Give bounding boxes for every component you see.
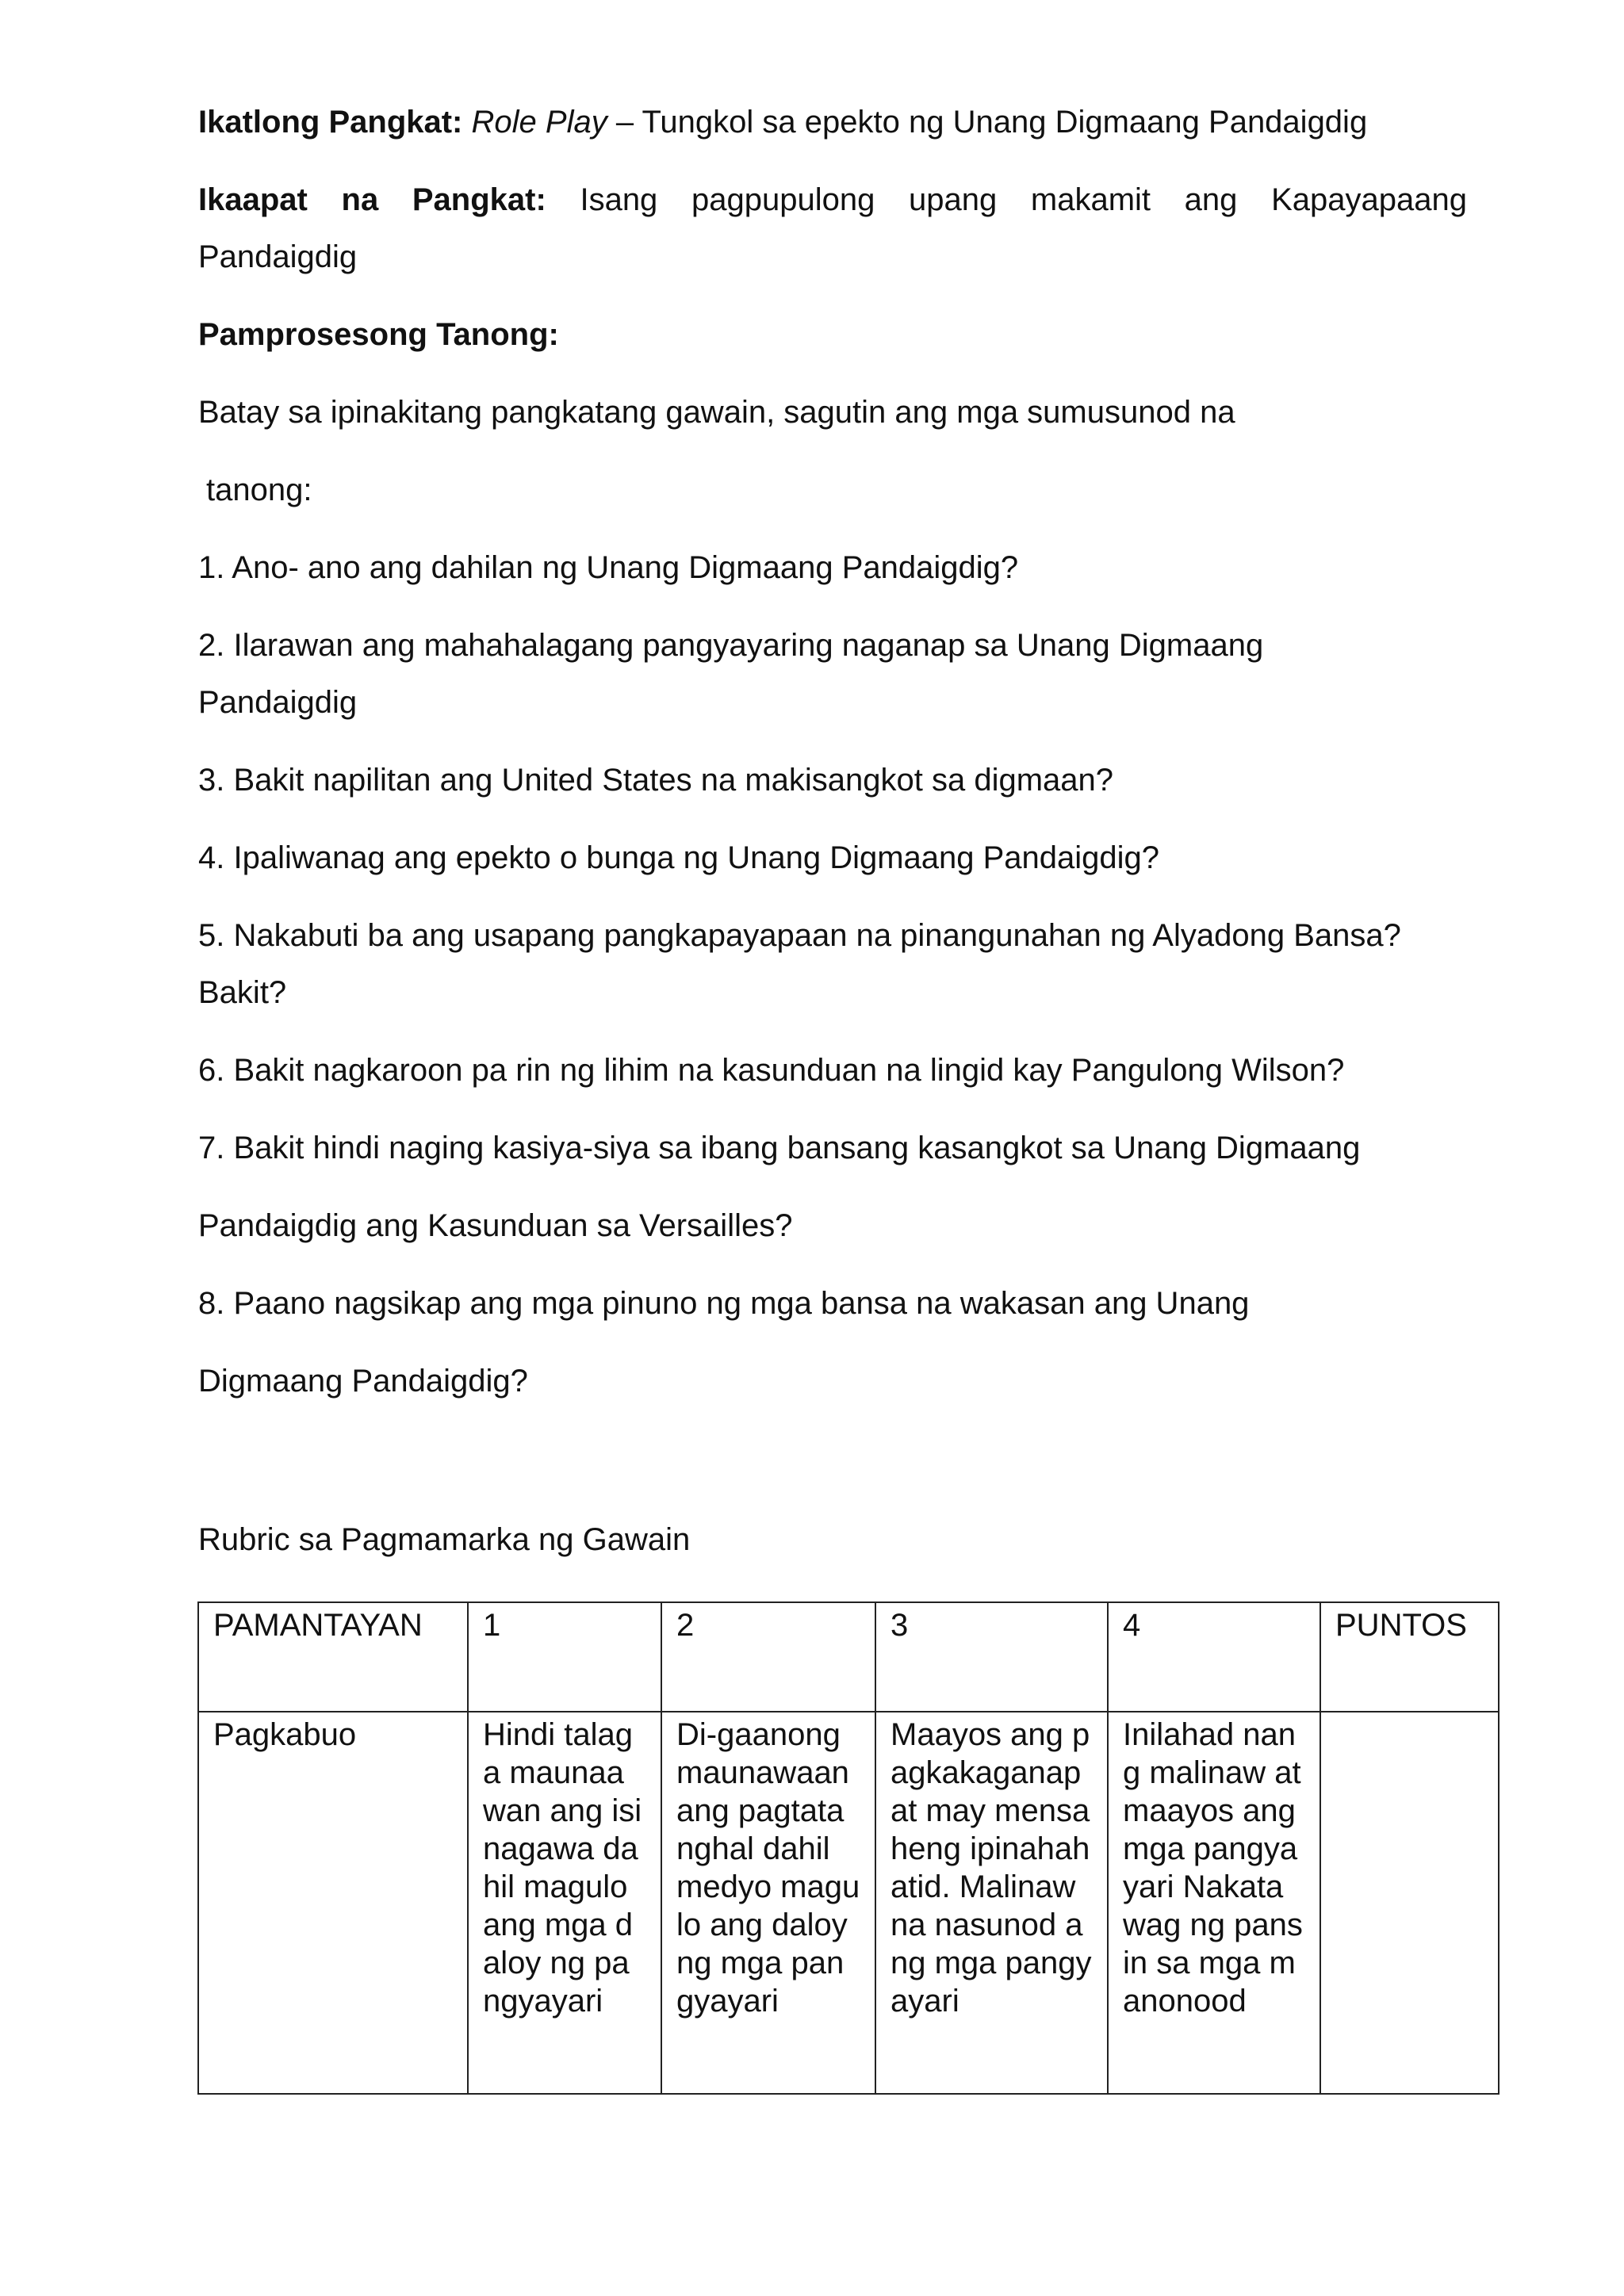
question-7 [198, 1119, 1467, 1254]
question-4 [198, 829, 1467, 886]
group3-label: Ikatlong Pangkat: [198, 105, 463, 140]
question-line: Bakit? [198, 975, 287, 1010]
question-line: 7. Bakit hindi naging kasiya-siya sa ibang bansang kasangkot sa Unang Digmaang [198, 1131, 1361, 1165]
group4-word: Kapayapaang [1271, 182, 1467, 217]
question-line: 1. Ano- ano ang dahilan ng Unang Digmaang Pandaigdig? [198, 550, 1019, 585]
question-line: 5. Nakabuti ba ang usapang pangkapayapaan na pinangunahan ng Alyadong Bansa? [198, 918, 1401, 953]
group4-word: Isang [580, 182, 658, 217]
document-body [198, 94, 1467, 1410]
group4-label-word2: na [341, 182, 379, 217]
processing-intro-line1: Batay sa ipinakitang pangkatang gawain, sagutin ang mga sumusunod na [198, 395, 1235, 430]
question-5 [198, 907, 1467, 1021]
question-line: 4. Ipaliwanag ang epekto o bunga ng Unang Digmaang Pandaigdig? [198, 840, 1160, 875]
rubric-title: Rubric sa Pagmamarka ng Gawain [198, 1522, 691, 1557]
question-line: Pandaigdig [198, 685, 358, 720]
question-line: Digmaang Pandaigdig? [198, 1364, 528, 1399]
processing-heading: Pamprosesong Tanong: [198, 317, 559, 352]
rubric-header-points: PUNTOS [1320, 1602, 1499, 1712]
group4-line1 [198, 171, 1467, 228]
rubric-score-3: Maayos ang pagkakaganap at may mensaheng ipinahahatid. Malinaw na nasunod ang mga pangyayari [875, 1712, 1108, 2094]
rubric-score-1: Hindi talaga maunaawan ang isinagawa dahil magulo ang mga daloy ng pangyayari [468, 1712, 661, 2094]
rubric-criterion: Pagkabuo [198, 1712, 468, 2094]
rubric-row [198, 1712, 1499, 2094]
rubric-score-4: Inilahad nang malinaw at maayos ang mga pangyayari Nakatawag ng pansin sa mga manonood [1108, 1712, 1320, 2094]
question-line: 6. Bakit nagkaroon pa rin ng lihim na kasunduan na lingid kay Pangulong Wilson? [198, 1053, 1345, 1088]
rubric-header-criterion: PAMANTAYAN [198, 1602, 468, 1712]
question-line: 3. Bakit napilitan ang United States na makisangkot sa digmaan? [198, 763, 1114, 798]
group4-block [198, 171, 1467, 285]
question-2 [198, 617, 1467, 731]
question-line: Pandaigdig ang Kasunduan sa Versailles? [198, 1208, 793, 1243]
group4-word: upang [908, 182, 998, 217]
question-line: 2. Ilarawan ang mahahalagang pangyayaring naganap sa Unang Digmaang [198, 628, 1264, 663]
rubric-score-2: Di-gaanong maunawaan ang pagtatanghal dahil medyo magulo ang daloy ng mga pangyayari [661, 1712, 875, 2094]
rubric-header-score-2: 2 [661, 1602, 875, 1712]
processing-intro-line2: tanong: [206, 473, 312, 507]
group3-line [198, 94, 1467, 151]
question-1 [198, 539, 1467, 596]
group4-word: pagpupulong [691, 182, 875, 217]
group4-label-word1: Ikaapat [198, 182, 308, 217]
question-3 [198, 752, 1467, 809]
rubric-header-score-3: 3 [875, 1602, 1108, 1712]
group3-italic: Role Play [471, 105, 607, 140]
rubric-header-row [198, 1602, 1499, 1712]
question-6 [198, 1042, 1467, 1099]
rubric-points [1320, 1712, 1499, 2094]
question-line: 8. Paano nagsikap ang mga pinuno ng mga bansa na wakasan ang Unang [198, 1286, 1250, 1321]
question-8 [198, 1275, 1467, 1410]
rubric-header-score-1: 1 [468, 1602, 661, 1712]
rubric-table [197, 1601, 1500, 2095]
group3-text: – Tungkol sa epekto ng Unang Digmaang Pandaigdig [615, 105, 1368, 140]
group4-word: makamit [1030, 182, 1151, 217]
group4-line2: Pandaigdig [198, 239, 358, 274]
group4-label-word3: Pangkat: [412, 182, 546, 217]
group4-word: ang [1184, 182, 1238, 217]
rubric-header-score-4: 4 [1108, 1602, 1320, 1712]
